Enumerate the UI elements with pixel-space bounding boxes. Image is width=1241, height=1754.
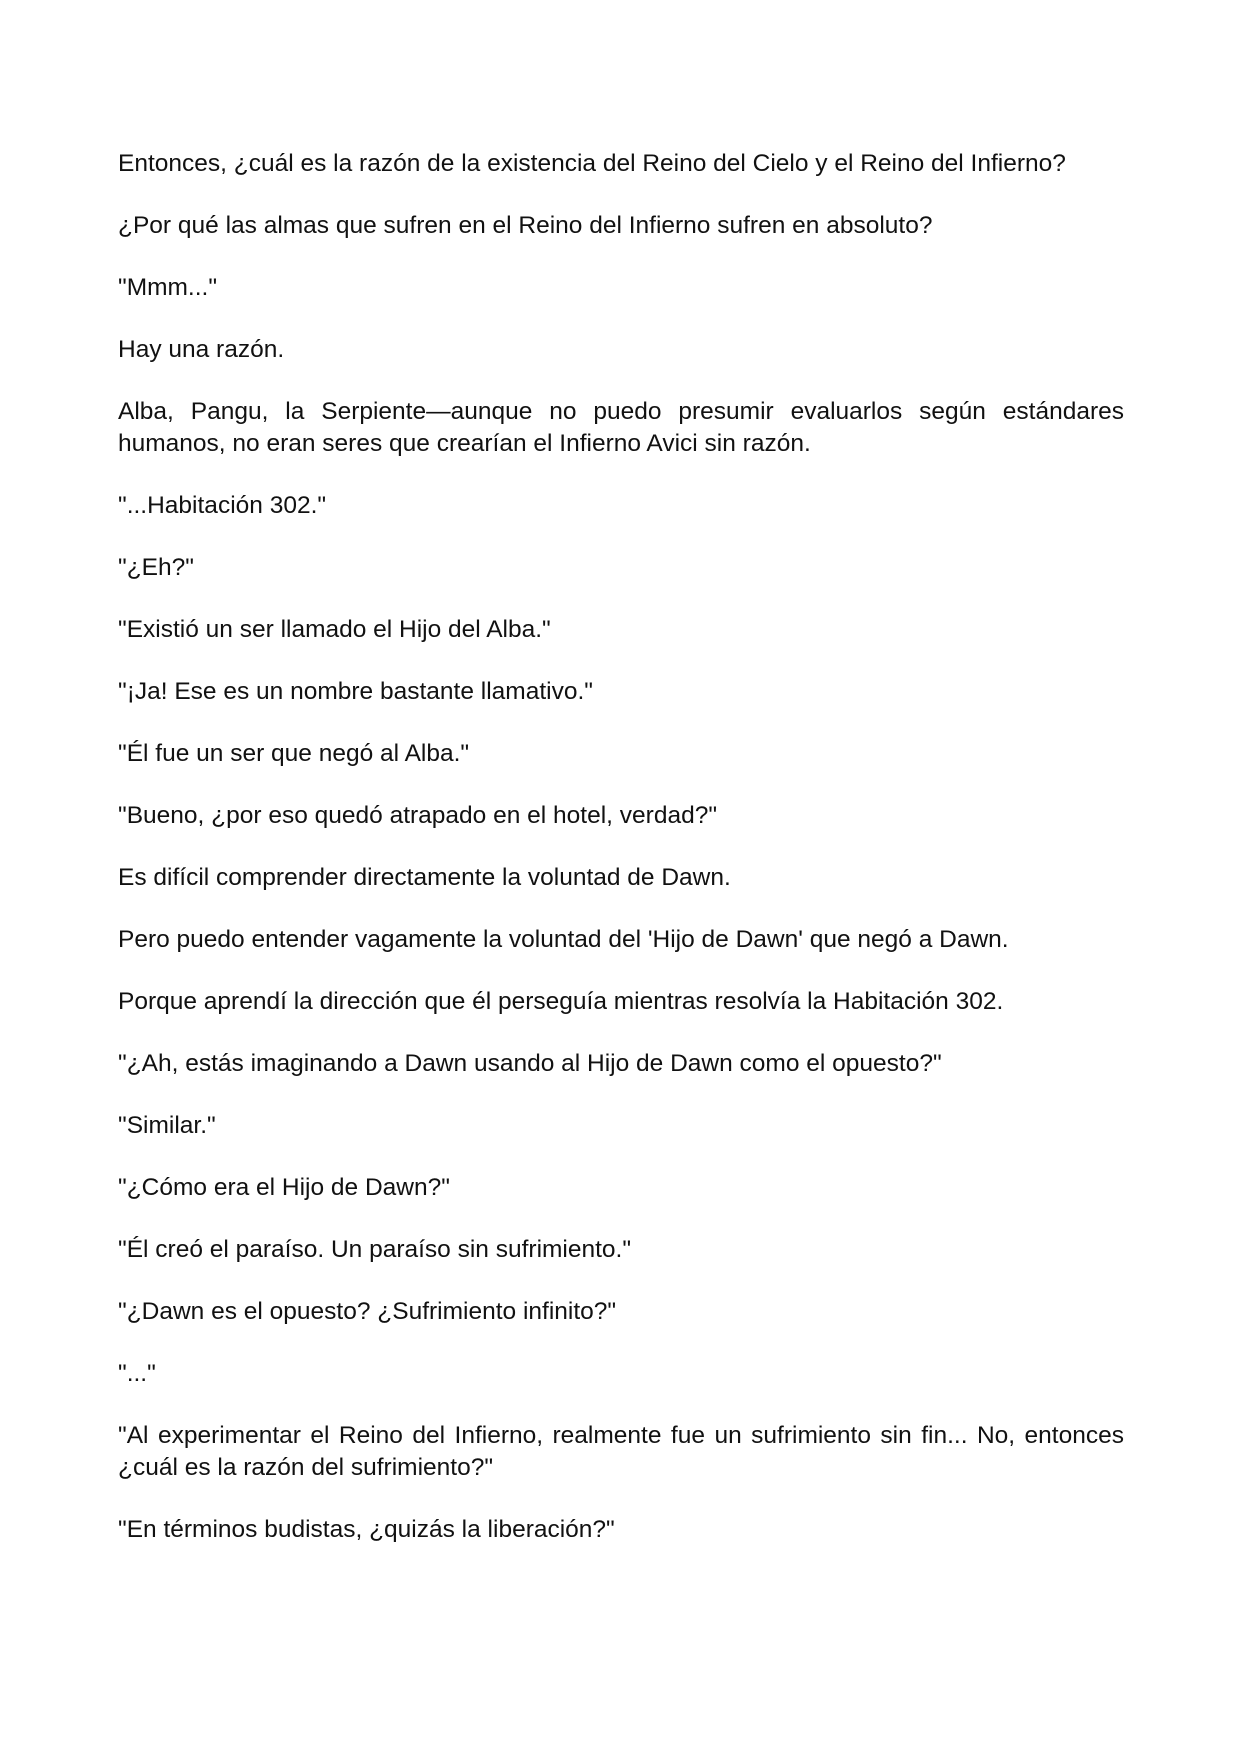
paragraph: "Similar." [118, 1112, 216, 1139]
paragraph: Entonces, ¿cuál es la razón de la existencia del Reino del Cielo y el Reino del Infierno? [118, 150, 1066, 177]
paragraph: ¿Por qué las almas que sufren en el Reino del Infierno sufren en absoluto? [118, 212, 933, 239]
paragraph: "Al experimentar el Reino del Infierno, realmente fue un sufrimiento sin fin... No, entonces ¿cuál es la razón del sufrimiento?" [118, 1422, 1124, 1481]
paragraph: Hay una razón. [118, 336, 285, 363]
paragraph: "Él fue un ser que negó al Alba." [118, 740, 470, 767]
paragraph: Pero puedo entender vagamente la voluntad del 'Hijo de Dawn' que negó a Dawn. [118, 926, 1009, 953]
paragraph: "Él creó el paraíso. Un paraíso sin sufrimiento." [118, 1236, 632, 1263]
paragraph: "En términos budistas, ¿quizás la liberación?" [118, 1516, 615, 1543]
paragraph: "..." [118, 1360, 156, 1387]
paragraph: "¿Dawn es el opuesto? ¿Sufrimiento infinito?" [118, 1298, 617, 1325]
paragraph: "¿Ah, estás imaginando a Dawn usando al Hijo de Dawn como el opuesto?" [118, 1050, 942, 1077]
paragraph: Es difícil comprender directamente la voluntad de Dawn. [118, 864, 731, 891]
paragraph: "Existió un ser llamado el Hijo del Alba." [118, 616, 551, 643]
paragraph: "¿Eh?" [118, 554, 194, 581]
paragraph: "Bueno, ¿por eso quedó atrapado en el hotel, verdad?" [118, 802, 718, 829]
paragraph: "Mmm..." [118, 274, 218, 301]
paragraph: "¿Cómo era el Hijo de Dawn?" [118, 1174, 450, 1201]
paragraph: Porque aprendí la dirección que él perseguía mientras resolvía la Habitación 302. [118, 988, 1004, 1015]
document-body [118, 148, 1124, 1576]
paragraph: Alba, Pangu, la Serpiente—aunque no puedo presumir evaluarlos según estándares humanos, no eran seres que crearían el Infierno Avici sin razón. [118, 398, 1124, 457]
paragraph: "...Habitación 302." [118, 492, 327, 519]
paragraph: "¡Ja! Ese es un nombre bastante llamativo." [118, 678, 593, 705]
